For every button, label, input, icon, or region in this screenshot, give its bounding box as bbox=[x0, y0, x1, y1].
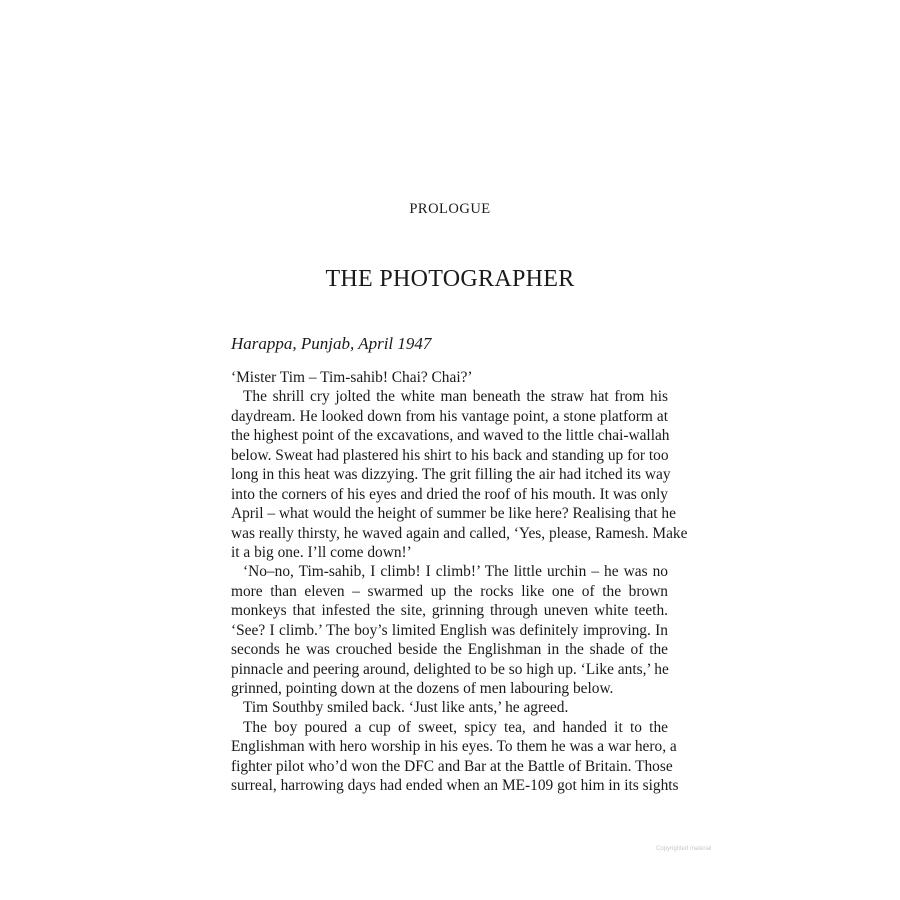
text-line: long in this heat was dizzying. The grit filling the air had itched its way bbox=[231, 466, 671, 484]
text-line: monkeys that infested the site, grinning through uneven white teeth. bbox=[231, 602, 668, 620]
text-line: ‘No–no, Tim-sahib, I climb! I climb!’ The little urchin – he was no bbox=[243, 563, 668, 581]
text-line: it a big one. I’ll come down!’ bbox=[231, 543, 412, 561]
text-line: April – what would the height of summer be like here? Realising that he bbox=[231, 505, 676, 523]
text-line: below. Sweat had plastered his shirt to his back and standing up for too bbox=[231, 446, 669, 464]
text-line: grinned, pointing down at the dozens of men labouring below. bbox=[231, 680, 614, 697]
paragraph bbox=[231, 562, 668, 698]
chapter-label: PROLOGUE bbox=[409, 201, 491, 217]
paragraph bbox=[231, 718, 679, 796]
text-line: The shrill cry jolted the white man beneath the straw hat from his bbox=[243, 388, 668, 406]
text-line: pinnacle and peering around, delighted to be so high up. ‘Like ants,’ he bbox=[231, 660, 669, 678]
text-line: ‘See? I climb.’ The boy’s limited English was definitely improving. In bbox=[231, 621, 668, 639]
text-line: Tim Southby smiled back. ‘Just like ants,’ he agreed. bbox=[243, 699, 569, 717]
chapter-title: THE PHOTOGRAPHER bbox=[325, 266, 575, 292]
text-line: surreal, harrowing days had ended when an ME-109 got him in its sights bbox=[231, 777, 679, 795]
text-line: into the corners of his eyes and dried the roof of his mouth. It was only bbox=[231, 485, 668, 503]
body-text bbox=[231, 368, 688, 796]
paragraph bbox=[231, 368, 668, 387]
text-line: the highest point of the excavations, and waved to the little chai-wallah bbox=[231, 427, 670, 445]
text-line: was really thirsty, he waved again and called, ‘Yes, please, Ramesh. Make bbox=[231, 524, 688, 542]
text-line: The boy poured a cup of sweet, spicy tea, and handed it to the bbox=[243, 718, 668, 736]
text-line: more than eleven – swarmed up the rocks like one of the brown bbox=[231, 582, 668, 600]
copyright-notice: Copyrighted material bbox=[656, 846, 712, 852]
text-line: Englishman with hero worship in his eyes. To them he was a war hero, a bbox=[231, 738, 677, 756]
place-date-subheading: Harappa, Punjab, April 1947 bbox=[231, 334, 432, 353]
paragraph bbox=[231, 698, 668, 717]
paragraph bbox=[231, 387, 688, 562]
text-line: seconds he was crouched beside the Englishman in the shade of the bbox=[231, 641, 668, 659]
text-line: fighter pilot who’d won the DFC and Bar at the Battle of Britain. Those bbox=[231, 757, 673, 775]
text-line: daydream. He looked down from his vantage point, a stone platform at bbox=[231, 407, 668, 425]
text-line: ‘Mister Tim – Tim-sahib! Chai? Chai?’ bbox=[231, 369, 473, 386]
